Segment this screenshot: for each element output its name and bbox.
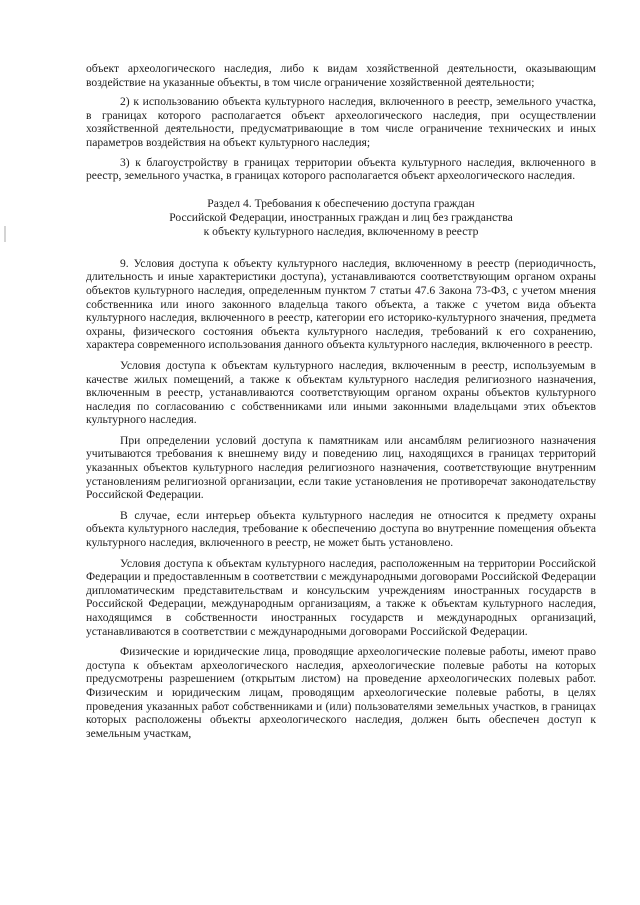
paragraph-continuation: объект археологического наследия, либо к видам хозяйственной деятельности, оказывающим воздействие на указанные объекты, в том числе ограничение хозяйственной деятельности; <box>86 62 596 89</box>
section-heading <box>86 197 596 239</box>
paragraph-diplomatic: Условия доступа к объектам культурного наследия, расположенным на территории Российской Федерации и предоставленным в соответствии с международными договорами Российской Федерации дипломатическим представительствам и консульским учреждениям иностранных государств в Российской Федерации, международным организациям, а также к объектам культурного наследия, находящимся в собственности иностранных государств и международных организаций, устанавливаются в соответствии с международными договорами Российской Федерации. <box>86 556 596 638</box>
paragraph-interior: В случае, если интерьер объекта культурного наследия не относится к предмету охраны объекта культурного наследия, требование к обеспечению доступа во внутренние помещения объекта культурного наследия, включенного в реестр, не может быть установлено. <box>86 508 596 550</box>
section-heading-line-3: к объекту культурного наследия, включенному в реестр <box>203 224 479 238</box>
paragraph-item-2: 2) к использованию объекта культурного наследия, включенного в реестр, земельного участка, в границах которого располагается объект археологического наследия, при осуществлении хозяйственной деятельности, предусматривающие в том числе ограничение технических и иных параметров воздействия на объект культурного наследия; <box>86 95 596 149</box>
paragraph-clause-9: 9. Условия доступа к объекту культурного наследия, включенному в реестр (периодичность, длительность и иные характеристики доступа), устанавливаются соответствующим органом охраны объектов культурного наследия, определенным пунктом 7 статьи 47.6 Закона 73-ФЗ, с учетом мнения собственника или иного законного владельца такого объекта, а также с учетом вида объекта культурного наследия, включенного в реестр, категории его историко-культурного значения, предмета охраны, физического состояния объекта культурного наследия, требований к его сохранению, характера современного использования данного объекта культурного наследия, включенного в реестр. <box>86 256 596 352</box>
scan-margin-mark <box>4 226 6 242</box>
paragraph-item-3: 3) к благоустройству в границах территории объекта культурного наследия, включенного в реестр, земельного участка, в границах которого располагается объект археологического наследия. <box>86 155 596 183</box>
document-text <box>86 62 596 747</box>
section-heading-line-1: Раздел 4. Требования к обеспечению доступа граждан <box>207 196 475 210</box>
paragraph-archaeological-works: Физические и юридические лица, проводящие археологические полевые работы, имеют право доступа к объектам археологического наследия, археологические полевые работы на которых предусмотрены разрешением (открытым листом) на проведение археологических полевых работ. Физическим и юридическим лицам, проводящим археологические полевые работы, в целях проведения указанных работ собственниками и (или) пользователями земельных участков, в границах которых расположены объекты археологического наследия, должен быть обеспечен доступ к земельным участкам, <box>86 645 596 740</box>
paragraph-residential-religious: Условия доступа к объектам культурного наследия, включенным в реестр, используемым в качестве жилых помещений, а также к объектам культурного наследия религиозного назначения, включенным в реестр, устанавливаются соответствующим органом охраны объектов культурного наследия по согласованию с собственниками или иными законными владельцами этих объектов культурного наследия. <box>86 358 596 427</box>
paragraph-religious-requirements: При определении условий доступа к памятникам или ансамблям религиозного назначения учитываются требования к внешнему виду и поведению лиц, находящихся в границах территорий указанных объектов культурного наследия религиозного назначения, соответствующие внутренним установлениям религиозной организации, если такие установления не противоречат законодательству Российской Федерации. <box>86 433 596 502</box>
section-heading-line-2: Российской Федерации, иностранных граждан и лиц без гражданства <box>169 210 513 224</box>
